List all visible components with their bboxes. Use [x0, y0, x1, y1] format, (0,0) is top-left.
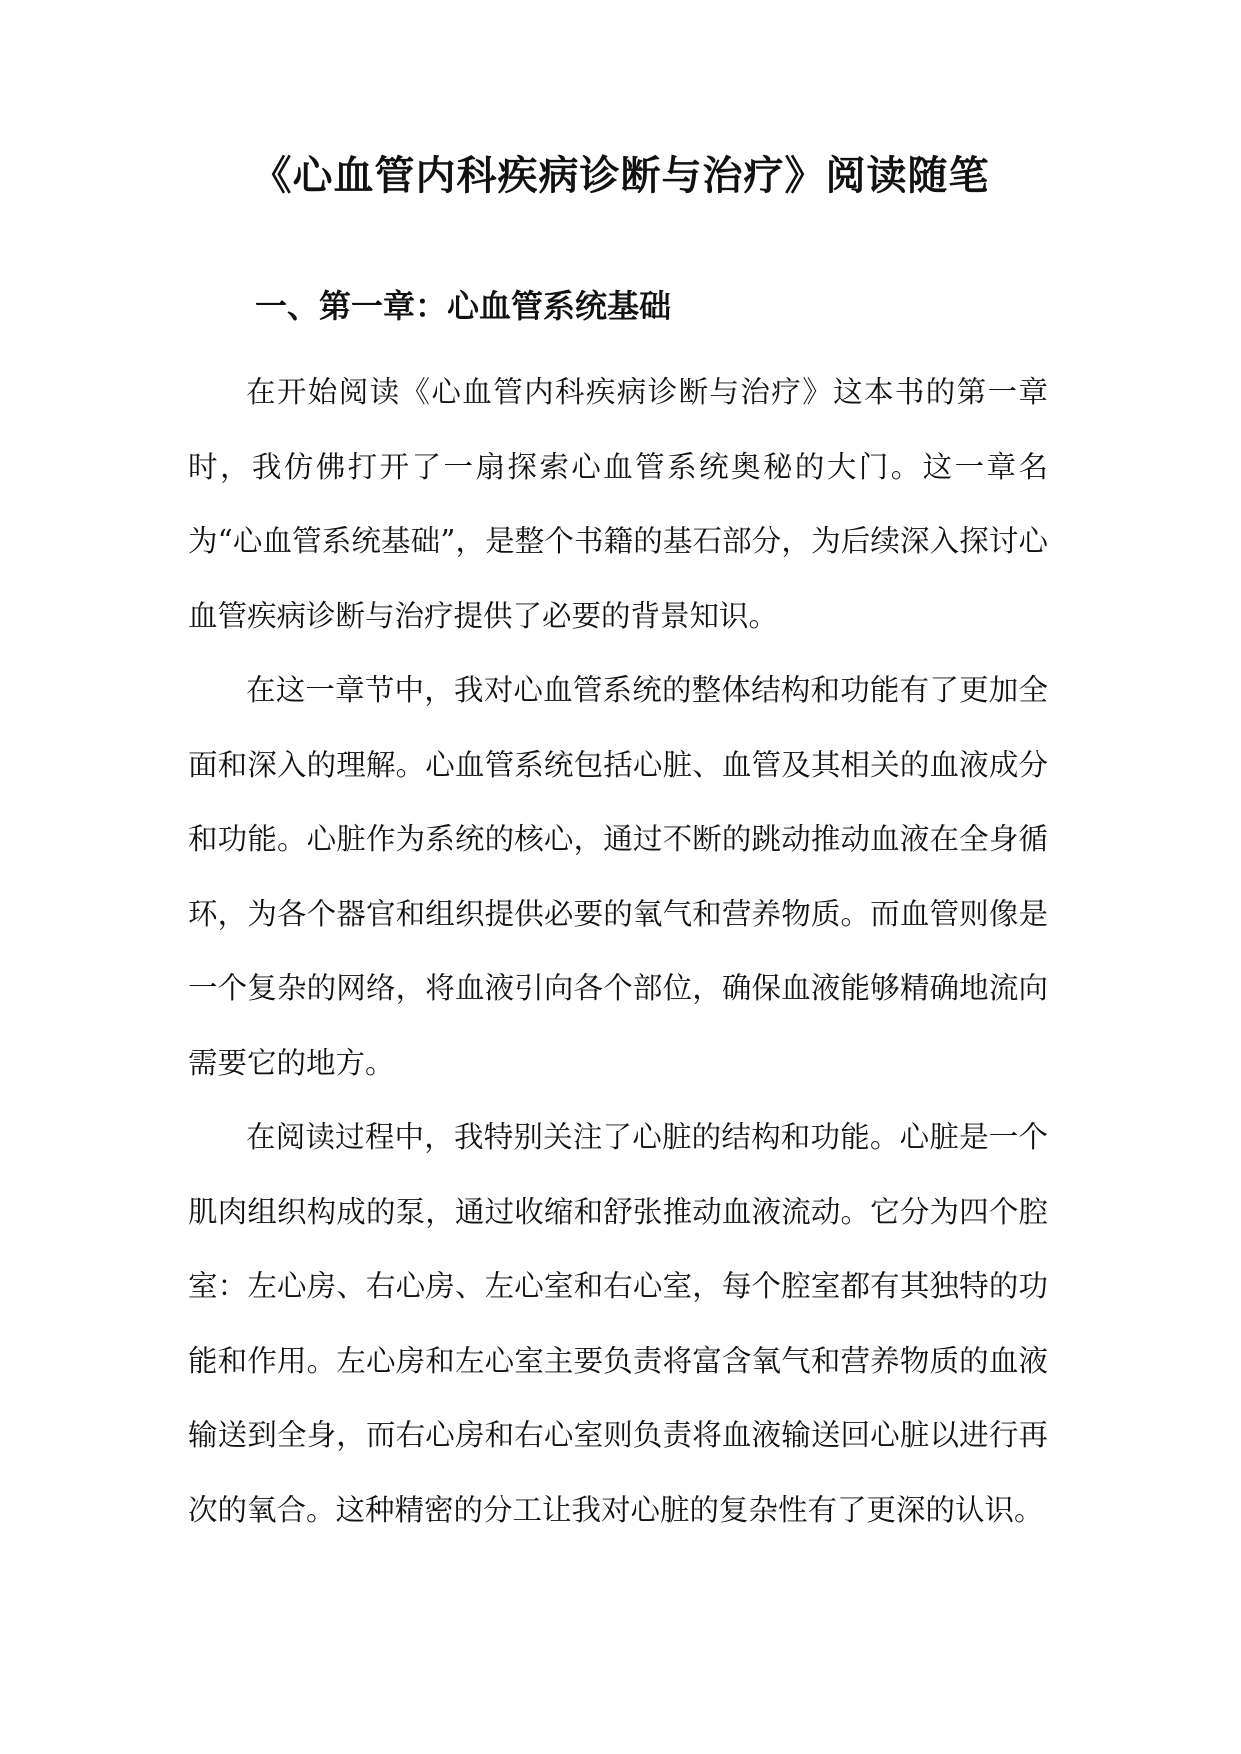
paragraph-2: 在这一章节中，我对心血管系统的整体结构和功能有了更加全面和深入的理解。心血管系统包括心脏、血管及其相关的血液成分和功能。心脏作为系统的核心，通过不断的跳动推动血液在全身循环，为各个器官和组织提供必要的氧气和营养物质。而血管则像是一个复杂的网络，将血液引向各个部位，确保血液能够精确地流向需要它的地方。 [188, 673, 1048, 1080]
document-title: 《心血管内科疾病诊断与治疗》阅读随笔 [251, 152, 990, 199]
section-body [188, 355, 1048, 1547]
paragraph-1: 在开始阅读《心血管内科疾病诊断与治疗》这本书的第一章时，我仿佛打开了一扇探索心血管系统奥秘的大门。这一章名为“心血管系统基础”，是整个书籍的基石部分，为后续深入探讨心血管疾病诊断与治疗提供了必要的背景知识。 [188, 375, 1048, 633]
paragraph-3: 在阅读过程中，我特别关注了心脏的结构和功能。心脏是一个肌肉组织构成的泵，通过收缩和舒张推动血液流动。它分为四个腔室：左心房、右心房、左心室和右心室，每个腔室都有其独特的功能和作用。左心房和左心室主要负责将富含氧气和营养物质的血液输送到全身，而右心房和右心室则负责将血液输送回心脏以进行再次的氧合。这种精密的分工让我对心脏的复杂性有了更深的认识。 [188, 1120, 1048, 1527]
section-heading-chapter-1: 一、第一章：心血管系统基础 [255, 287, 672, 325]
